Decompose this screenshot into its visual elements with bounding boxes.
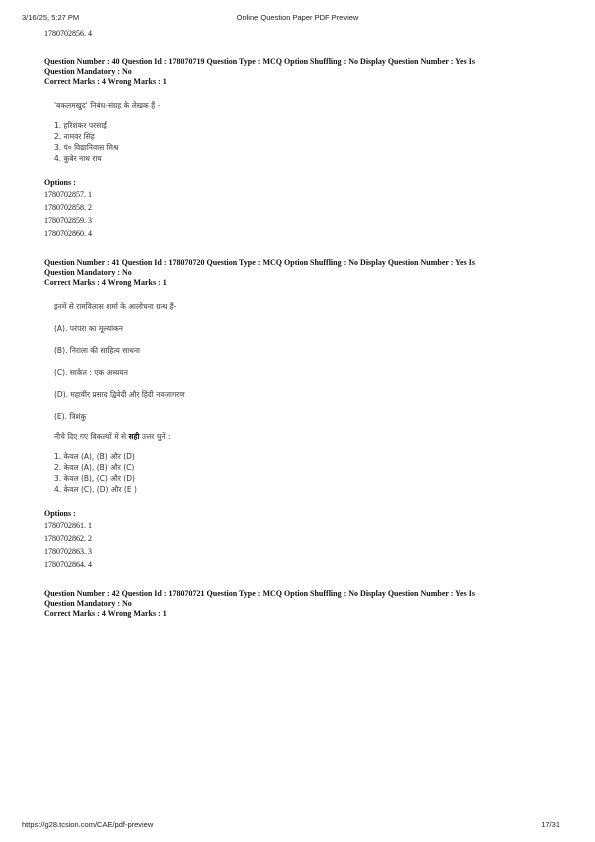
q40-option-3: 1780702859. 3 bbox=[44, 216, 92, 225]
prev-option-line: 1780702856. 4 bbox=[44, 29, 92, 38]
q41-choice-list bbox=[54, 451, 554, 495]
q40-option-4: 1780702860. 4 bbox=[44, 229, 92, 238]
page-content bbox=[44, 29, 554, 619]
q41-meta-line3: Correct Marks : 4 Wrong Marks : 1 bbox=[44, 278, 167, 287]
question-42 bbox=[44, 589, 554, 619]
q40-meta-line2: Question Mandatory : No bbox=[44, 67, 132, 76]
q41-choice-2: 2. केवल (A), (B) और (C) bbox=[54, 463, 135, 472]
q41-option-3: 1780702863. 3 bbox=[44, 547, 92, 556]
q40-meta-line1: Question Number : 40 Question Id : 178070719 Question Type : MCQ Option Shuffling : No Display Question Number : Yes Is bbox=[44, 57, 475, 66]
q41-instruction bbox=[54, 431, 554, 442]
q41-option-2: 1780702862. 2 bbox=[44, 534, 92, 543]
q41-choice-3: 3. केवल (B), (C) और (D) bbox=[54, 474, 135, 483]
q41-item-a: (A). परंपरा का मूल्यांकन bbox=[54, 324, 123, 333]
q40-question-text: 'बकलमखुद' निबंध-संग्रह के लेखक हैं - bbox=[54, 101, 161, 110]
q40-options-title: Options : bbox=[44, 178, 76, 187]
q41-item-b: (B). निराला की साहित्य साधना bbox=[54, 346, 140, 355]
question-41 bbox=[44, 258, 554, 571]
q40-option-2: 1780702858. 2 bbox=[44, 203, 92, 212]
q40-choice-2: 2. नामवर सिंह bbox=[54, 132, 95, 141]
q41-item-e: (E). त्रिशंकु bbox=[54, 412, 87, 421]
q41-item-d: (D). महावीर प्रसाद द्विवेदी और हिंदी नवजागरण bbox=[54, 390, 185, 399]
q42-meta-line2: Question Mandatory : No bbox=[44, 599, 132, 608]
q41-choice-4: 4. केवल (C), (D) और (E ) bbox=[54, 485, 137, 494]
header-datetime: 3/16/25, 5:27 PM bbox=[22, 13, 80, 22]
footer-url[interactable]: https://g28.tcsion.com/CAE/pdf-preview bbox=[22, 820, 154, 829]
q40-meta-line3: Correct Marks : 4 Wrong Marks : 1 bbox=[44, 77, 167, 86]
footer-page-number: 17/31 bbox=[541, 820, 560, 829]
q41-instruction-post: उत्तर चुनें : bbox=[139, 432, 171, 441]
q41-option-4: 1780702864. 4 bbox=[44, 560, 92, 569]
q40-choice-3: 3. पं० विद्यानिवास मिश्र bbox=[54, 143, 119, 152]
q40-choice-1: 1. हरिशंकर परसाई bbox=[54, 121, 107, 130]
q40-option-1: 1780702857. 1 bbox=[44, 190, 92, 199]
q41-options-title: Options : bbox=[44, 509, 76, 518]
q41-instruction-pre: नीचे दिए गए विकल्पों में से bbox=[54, 432, 129, 441]
q41-meta-line2: Question Mandatory : No bbox=[44, 268, 132, 277]
q42-meta-line1: Question Number : 42 Question Id : 178070721 Question Type : MCQ Option Shuffling : No Display Question Number : Yes Is bbox=[44, 589, 475, 598]
q41-question-text: इनमें से रामविलास शर्मा के आलोचना ग्रन्थ हैं- bbox=[54, 302, 177, 311]
q41-item-c: (C). साकेत : एक अध्ययन bbox=[54, 368, 128, 377]
question-40 bbox=[44, 57, 554, 240]
q41-meta-line1: Question Number : 41 Question Id : 178070720 Question Type : MCQ Option Shuffling : No Display Question Number : Yes Is bbox=[44, 258, 475, 267]
q41-choice-1: 1. केवल (A), (B) और (D) bbox=[54, 452, 135, 461]
q41-instruction-bold: सही bbox=[128, 432, 140, 441]
q40-choice-4: 4. कुबेर नाथ राय bbox=[54, 154, 102, 163]
q42-meta-line3: Correct Marks : 4 Wrong Marks : 1 bbox=[44, 609, 167, 618]
q40-choice-list bbox=[54, 120, 554, 164]
q41-item-list bbox=[54, 323, 554, 422]
q41-option-1: 1780702861. 1 bbox=[44, 521, 92, 530]
header-title: Online Question Paper PDF Preview bbox=[236, 13, 359, 22]
